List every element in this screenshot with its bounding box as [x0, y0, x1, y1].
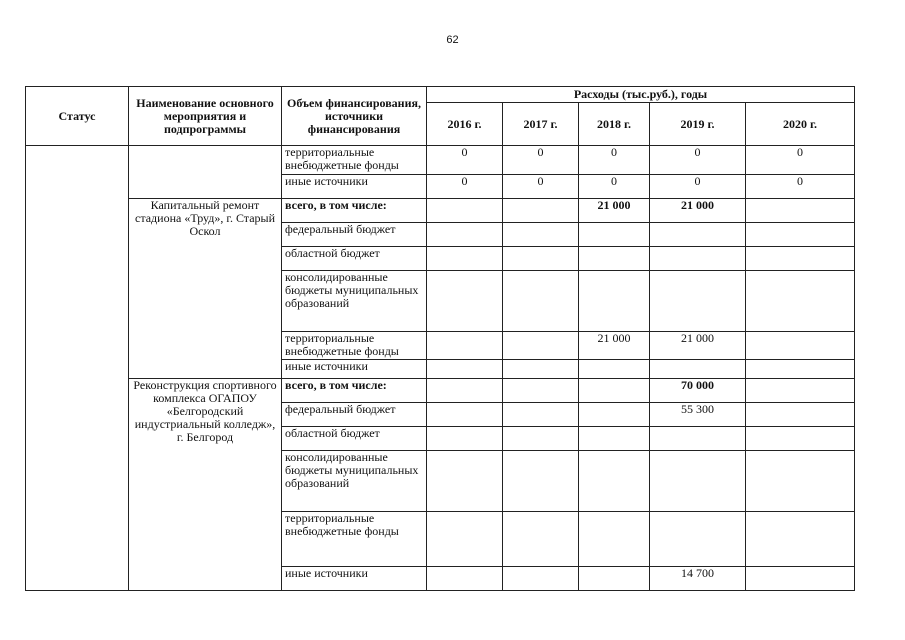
value-cell — [503, 427, 579, 451]
value-cell: 0 — [579, 175, 650, 199]
value-cell — [579, 427, 650, 451]
value-cell — [746, 360, 855, 379]
value-cell — [503, 403, 579, 427]
value-cell: 21 000 — [650, 332, 746, 360]
value-cell: 70 000 — [650, 379, 746, 403]
value-cell — [579, 271, 650, 332]
value-cell — [579, 451, 650, 512]
value-cell — [579, 512, 650, 567]
table-body — [26, 146, 855, 591]
value-cell — [650, 223, 746, 247]
funding-source-cell: территориальные внебюджетные фонды — [282, 512, 427, 567]
value-cell — [650, 427, 746, 451]
header-year-2017: 2017 г. — [503, 103, 579, 146]
value-cell — [746, 247, 855, 271]
funding-source-cell: территориальные внебюджетные фонды — [282, 146, 427, 175]
value-cell — [503, 223, 579, 247]
value-cell — [503, 247, 579, 271]
table-row — [26, 199, 855, 223]
event-title-cell: Капитальный ремонт стадиона «Труд», г. Старый Оскол — [129, 199, 282, 379]
value-cell — [427, 247, 503, 271]
value-cell — [427, 199, 503, 223]
value-cell — [503, 512, 579, 567]
funding-source-cell: областной бюджет — [282, 427, 427, 451]
value-cell — [503, 567, 579, 591]
value-cell — [746, 223, 855, 247]
value-cell: 0 — [746, 146, 855, 175]
value-cell — [427, 403, 503, 427]
value-cell — [427, 512, 503, 567]
value-cell: 0 — [503, 146, 579, 175]
value-cell — [650, 271, 746, 332]
value-cell — [503, 451, 579, 512]
value-cell — [650, 360, 746, 379]
funding-source-cell: федеральный бюджет — [282, 403, 427, 427]
header-year-2020: 2020 г. — [746, 103, 855, 146]
header-year-2019: 2019 г. — [650, 103, 746, 146]
value-cell — [427, 567, 503, 591]
header-year-2016: 2016 г. — [427, 103, 503, 146]
value-cell — [579, 379, 650, 403]
value-cell: 21 000 — [650, 199, 746, 223]
value-cell — [746, 451, 855, 512]
funding-source-cell: иные источники — [282, 567, 427, 591]
value-cell — [427, 360, 503, 379]
value-cell: 0 — [650, 146, 746, 175]
page-number: 62 — [446, 34, 459, 46]
funding-source-cell: иные источники — [282, 360, 427, 379]
header-status: Статус — [26, 87, 129, 146]
event-title-cell — [129, 146, 282, 199]
header-expenses: Расходы (тыс.руб.), годы — [427, 87, 855, 103]
header-event-name: Наименование основного мероприятия и подпрограммы — [129, 87, 282, 146]
value-cell — [427, 427, 503, 451]
header-year-2018: 2018 г. — [579, 103, 650, 146]
value-cell — [427, 271, 503, 332]
value-cell: 0 — [579, 146, 650, 175]
header-funding: Объем финансирования, источники финансирования — [282, 87, 427, 146]
value-cell — [503, 271, 579, 332]
value-cell — [579, 223, 650, 247]
funding-source-cell: всего, в том числе: — [282, 379, 427, 403]
value-cell — [650, 451, 746, 512]
value-cell: 0 — [650, 175, 746, 199]
value-cell — [746, 403, 855, 427]
funding-source-cell: всего, в том числе: — [282, 199, 427, 223]
value-cell — [746, 332, 855, 360]
value-cell — [503, 332, 579, 360]
table-row — [26, 146, 855, 175]
value-cell: 14 700 — [650, 567, 746, 591]
value-cell: 0 — [427, 175, 503, 199]
value-cell — [746, 271, 855, 332]
value-cell — [579, 247, 650, 271]
value-cell: 0 — [503, 175, 579, 199]
value-cell — [746, 379, 855, 403]
value-cell — [427, 451, 503, 512]
value-cell — [746, 512, 855, 567]
value-cell — [579, 360, 650, 379]
value-cell — [650, 247, 746, 271]
funding-source-cell: территориальные внебюджетные фонды — [282, 332, 427, 360]
funding-source-cell: федеральный бюджет — [282, 223, 427, 247]
value-cell — [427, 332, 503, 360]
budget-table — [25, 86, 855, 591]
value-cell: 0 — [427, 146, 503, 175]
value-cell — [746, 567, 855, 591]
value-cell — [503, 379, 579, 403]
value-cell — [746, 199, 855, 223]
funding-source-cell: консолидированные бюджеты муниципальных образований — [282, 451, 427, 512]
value-cell — [427, 379, 503, 403]
table-row — [26, 379, 855, 403]
event-title-cell: Реконструкция спортивного комплекса ОГАПОУ «Белгородский индустриальный колледж», г. Белгород — [129, 379, 282, 591]
funding-source-cell: областной бюджет — [282, 247, 427, 271]
value-cell: 21 000 — [579, 332, 650, 360]
value-cell: 55 300 — [650, 403, 746, 427]
value-cell: 21 000 — [579, 199, 650, 223]
value-cell — [503, 199, 579, 223]
value-cell — [579, 567, 650, 591]
funding-source-cell: иные источники — [282, 175, 427, 199]
value-cell — [650, 512, 746, 567]
value-cell — [427, 223, 503, 247]
status-cell — [26, 146, 129, 591]
funding-source-cell: консолидированные бюджеты муниципальных образований — [282, 271, 427, 332]
value-cell: 0 — [746, 175, 855, 199]
value-cell — [746, 427, 855, 451]
value-cell — [579, 403, 650, 427]
value-cell — [503, 360, 579, 379]
